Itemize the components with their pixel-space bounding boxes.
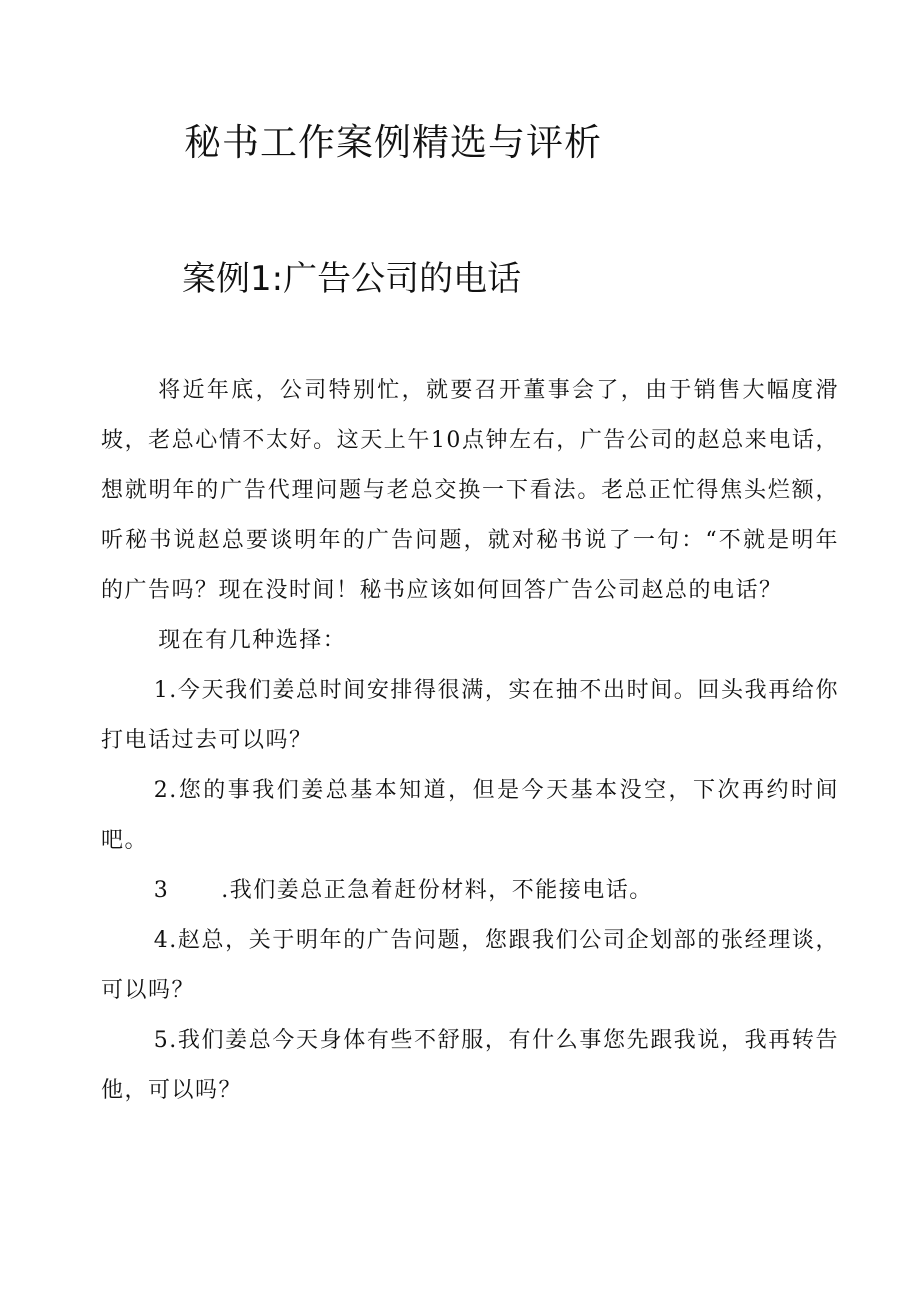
document-title: 秘书工作案例精选与评析 (184, 121, 602, 164)
option-item (101, 766, 839, 866)
intro-paragraph: 将近年底，公司特别忙，就要召开董事会了，由于销售大幅度滑坡，老总心情不太好。这天上午10点钟左右，广告公司的赵总来电话，想就明年的广告代理问题与老总交换一下看法。老总正忙得焦头烂额，听秘书说赵总要谈明年的广告问题，就对秘书说了一句：“不就是明年的广告吗？现在没时间！秘书应该如何回答广告公司赵总的电话？ (101, 378, 839, 603)
option-number: 3 (153, 878, 170, 903)
option-number: 5 (153, 1028, 170, 1053)
option-item (101, 916, 839, 1016)
option-number: 1 (153, 678, 170, 703)
option-number: 4 (153, 928, 170, 953)
option-text: .今天我们姜总时间安排得很满，实在抽不出时间。回头我再给你打电话过去可以吗？ (101, 678, 839, 753)
option-text: .您的事我们姜总基本知道，但是今天基本没空，下次再约时间吧。 (101, 778, 839, 853)
option-item (101, 666, 839, 766)
option-number: 2 (153, 778, 170, 803)
option-text: .我们姜总正急着赶份材料，不能接电话。 (221, 878, 653, 903)
option-text: .赵总，关于明年的广告问题，您跟我们公司企划部的张经理谈，可以吗？ (101, 928, 839, 1003)
lead-paragraph: 现在有几种选择： (158, 628, 347, 653)
option-item (101, 866, 839, 916)
option-text: .我们姜总今天身体有些不舒服，有什么事您先跟我说，我再转告他，可以吗？ (101, 1028, 839, 1103)
document-body (101, 366, 839, 1116)
option-item (101, 1016, 839, 1116)
case-title: 案例1:广告公司的电话 (182, 259, 522, 299)
